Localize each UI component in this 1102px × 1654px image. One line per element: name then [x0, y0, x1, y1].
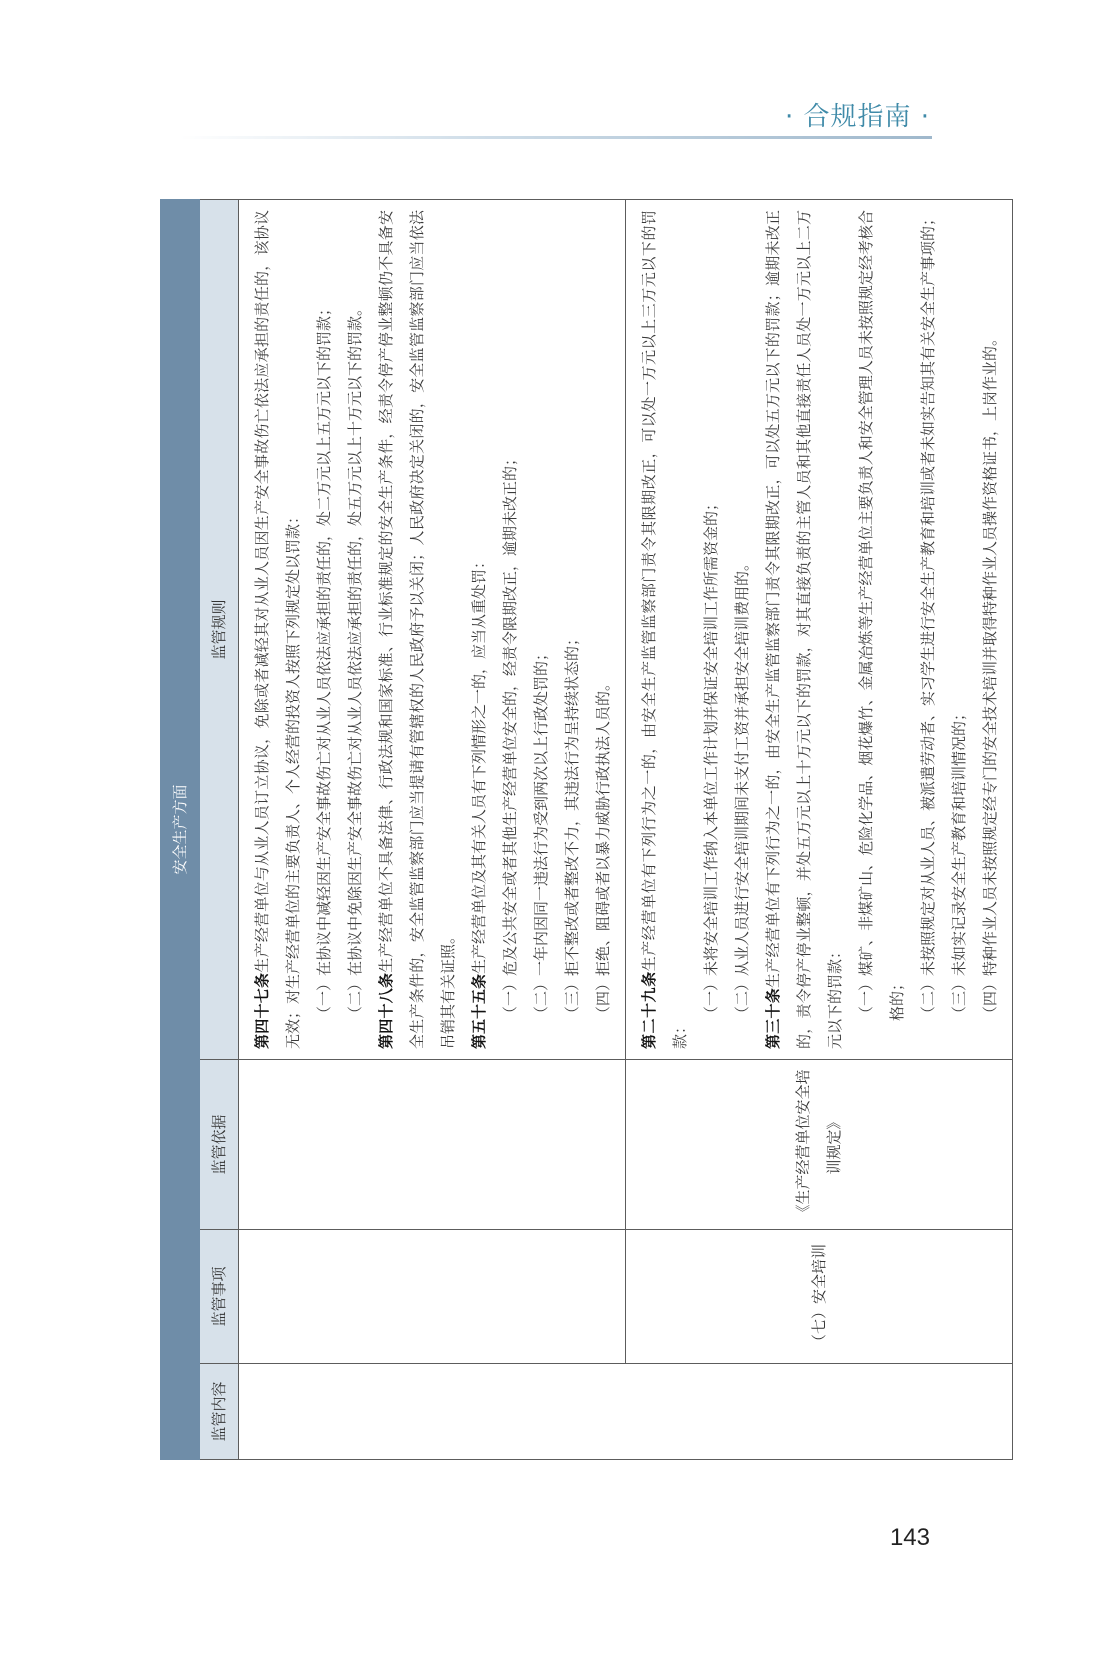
rule-paragraph: （二）从业人员进行安全培训期间未支付工资并承担安全培训费用的。	[733, 555, 751, 1021]
cell-rules	[239, 199, 626, 1059]
table-band-title: 安全生产方面	[161, 199, 200, 1459]
cell-basis	[239, 1060, 626, 1230]
header-divider	[180, 136, 932, 139]
basis-line: 《生产经营单位安全培	[794, 1069, 812, 1220]
rule-paragraph: （二）在协议中免除因生产安全事故伤亡对从业人员依法应承担的责任的，处五万元以上十万元以下的罚款。	[346, 300, 364, 1021]
basis-line: 训规定》	[825, 1114, 843, 1175]
page-number: 143	[889, 1524, 930, 1551]
rule-paragraph: 第二十九条生产经营单位有下列行为之一的，由安全生产监管监察部门责令其限期改正，可以处一万元以上三万元以下的罚款：	[640, 209, 689, 1049]
rule-paragraph: （一）在协议中减轻因生产安全事故伤亡对从业人员依法应承担的责任的，处二万元以上五万元以下的罚款；	[315, 300, 333, 1021]
page-header-title: · 合规指南 ·	[784, 102, 930, 132]
rule-paragraph: （一）煤矿、非煤矿山、危险化学品、烟花爆竹、金属冶炼等生产经营单位主要负责人和安全管理人员未按照规定经考核合格的；	[857, 209, 906, 1021]
cell-item	[239, 1230, 626, 1364]
rule-paragraph: 第五十五条生产经营单位及其有关人员有下列情形之一的，应当从重处罚：	[470, 553, 488, 1049]
col-header-basis: 监管依据	[200, 1060, 239, 1230]
regulation-table	[160, 199, 1013, 1460]
rule-paragraph: （四）拒绝、阻碍或者以暴力威胁行政执法人员的。	[594, 675, 612, 1021]
rule-paragraph: （四）特种作业人员未按照规定经专门的安全技术培训并取得特种作业人员操作资格证书，上岗作业的。	[981, 330, 999, 1021]
rotated-table-container	[160, 200, 999, 1460]
cell-content	[239, 1364, 1013, 1460]
cell-rules	[626, 199, 1013, 1059]
table-row	[239, 199, 626, 1459]
rule-paragraph: （二）一年内因同一违法行为受到两次以上行政处罚的；	[532, 645, 550, 1021]
rule-paragraph: （三）未如实记录安全生产教育和培训情况的；	[950, 705, 968, 1021]
rule-paragraph: 第四十七条生产经营单位与从业人员订立协议，免除或者减轻其对从业人员因生产安全事故伤亡依法应承担的责任的，该协议无效；对生产经营单位的主要负责人、个人经营的投资人按照下列规定处以罚款：	[253, 210, 302, 1049]
table-row	[626, 199, 1013, 1459]
col-header-rules: 监管规则	[200, 199, 239, 1059]
cell-basis	[626, 1060, 1013, 1230]
rule-paragraph: （一）未将安全培训工作纳入本单位工作计划并保证安全培训工作所需资金的；	[702, 495, 720, 1021]
rule-paragraph: （一）危及公共安全或者其他生产经营单位安全的，经责令限期改正，逾期未改正的；	[501, 450, 519, 1021]
rule-paragraph: （二）未按照规定对从业人员、被派遣劳动者、实习学生进行安全生产教育和培训或者未如实告知其有关安全生产事项的；	[919, 210, 937, 1021]
rule-paragraph: 第三十条生产经营单位有下列行为之一的，由安全生产监管监察部门责令其限期改正，可以处五万元以下的罚款；逾期未改正的，责令停产停业整顿，并处五万元以上十万元以下的罚款，对其直接负责的主管人员和其他直接责任人员处一万元以上二万元以下的罚款：	[764, 209, 844, 1049]
col-header-item: 监管事项	[200, 1230, 239, 1364]
rule-paragraph: 第四十八条生产经营单位不具备法律、行政法规和国家标准、行业标准规定的安全生产条件，经责令停产停业整顿仍不具备安全生产条件的，安全监管监察部门应当提请有管辖权的人民政府予以关闭；人民政府决定关闭的，安全监管监察部门应当依法吊销其有关证照。	[377, 209, 457, 1049]
col-header-content: 监管内容	[200, 1364, 239, 1460]
cell-item: （七）安全培训	[626, 1230, 1013, 1364]
rule-paragraph: （三）拒不整改或者整改不力，其违法行为呈持续状态的；	[563, 630, 581, 1021]
